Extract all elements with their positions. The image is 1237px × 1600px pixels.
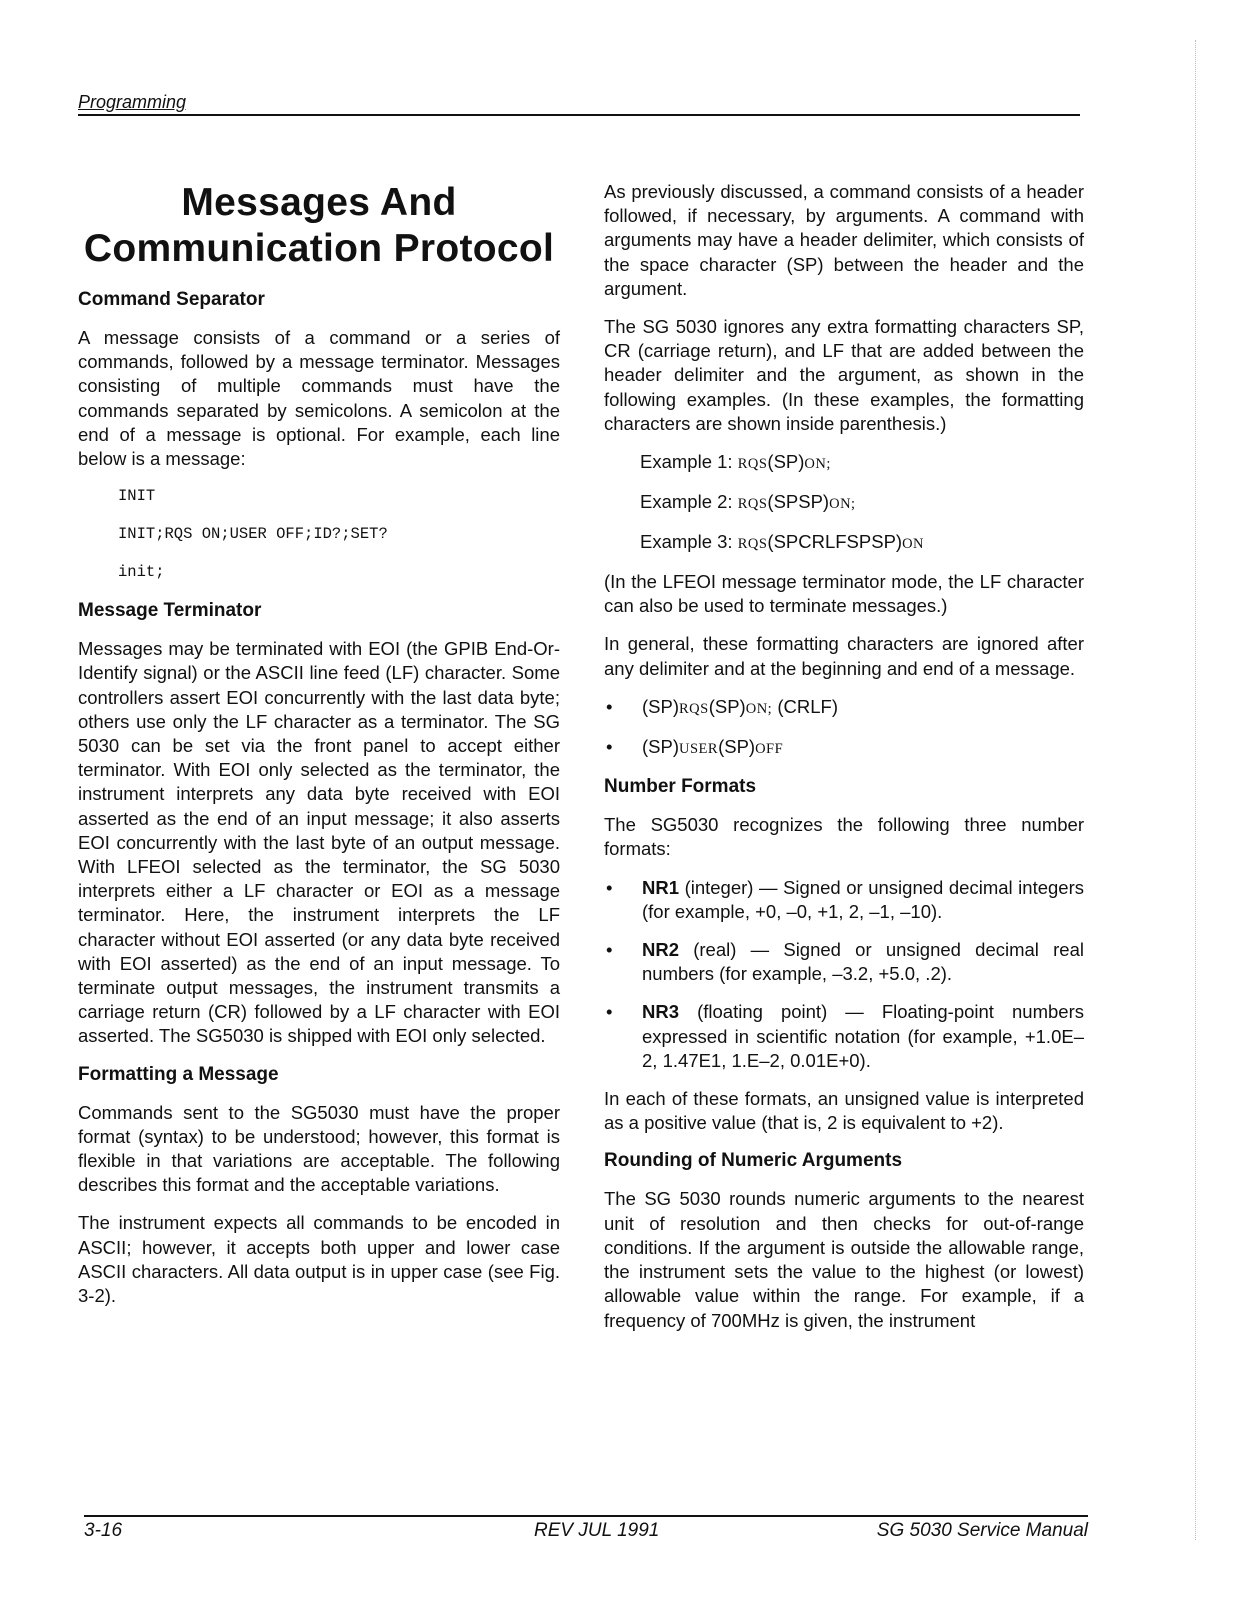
page-title	[78, 180, 560, 272]
list-item	[604, 735, 1084, 761]
running-header	[78, 92, 1080, 116]
running-footer	[84, 1515, 1088, 1545]
format-bullet-list	[604, 695, 1084, 761]
heading-rounding: Rounding of Numeric Arguments	[604, 1150, 903, 1172]
list-item	[604, 938, 1084, 986]
paragraph: A message consists of a command or a series of commands, followed by a message terminator. Messages consisting of multiple commands must have the commands separated by semicolons. A semicolon at the end of a message is optional. For example, each line below is a message:	[78, 327, 560, 470]
paragraph: In each of these formats, an unsigned value is interpreted as a positive value (that is, 2 is equivalent to +2).	[604, 1088, 1084, 1134]
paragraph: (In the LFEOI message terminator mode, the LF character can also be used to terminate messages.)	[604, 571, 1084, 617]
paragraph: The instrument expects all commands to be encoded in ASCII; however, it accepts both upper and lower case ASCII characters. All data output is in upper case (see Fig. 3-2).	[78, 1212, 560, 1307]
title-line-2: Communication Protocol	[83, 227, 555, 270]
command: USER	[679, 741, 719, 758]
code-example: INIT;RQS ON;USER OFF;ID?;SET?	[118, 525, 388, 544]
revision-date: REV JUL 1991	[534, 1520, 660, 1541]
format-chars: (SP)	[642, 695, 679, 717]
example-label: Example 1:	[640, 451, 733, 473]
list-item	[604, 876, 1084, 924]
example-line	[640, 530, 1084, 556]
format-name: NR2	[642, 939, 680, 961]
example-format-chars: (SP)	[767, 451, 805, 473]
format-chars: (SP)	[642, 736, 679, 758]
argument: ON;	[745, 700, 773, 717]
list-item	[604, 1000, 1084, 1073]
example-label: Example 2:	[640, 491, 733, 513]
paragraph: Commands sent to the SG5030 must have the proper format (syntax) to be understood; however, this format is flexible in that variations are acceptable. The following describes this format and the acceptable variations.	[78, 1101, 560, 1196]
code-example: init;	[118, 563, 165, 582]
format-name: NR1	[642, 876, 680, 898]
manual-title: SG 5030 Service Manual	[876, 1520, 1088, 1541]
paragraph: The SG 5030 ignores any extra formatting characters SP, CR (carriage return), and LF that are added between the header delimiter and the argument, as shown in the following examples. (In these examples, the formatting characters are shown inside parenthesis.)	[604, 316, 1084, 434]
example-command: RQS	[737, 456, 768, 473]
left-column	[78, 180, 560, 1322]
heading-number-formats: Number Formats	[604, 776, 757, 798]
list-item	[604, 695, 1084, 721]
format-chars: (SP)	[718, 736, 756, 758]
right-column	[604, 180, 1084, 1347]
format-description: (real) — Signed or unsigned decimal real numbers (for example, –3.2, +5.0, .2).	[642, 939, 1084, 985]
heading-command-separator: Command Separator	[78, 289, 265, 310]
number-format-list	[604, 876, 1084, 1073]
format-name: NR3	[642, 1001, 680, 1023]
page-number: 3-16	[84, 1520, 123, 1541]
example-argument: ON	[902, 536, 925, 553]
example-line	[640, 450, 1084, 476]
paragraph: In general, these formatting characters are ignored after any delimiter and at the beginning and end of a message.	[604, 633, 1084, 679]
example-command: RQS	[737, 536, 768, 553]
page-edge-mark	[1195, 40, 1197, 1540]
example-format-chars: (SPCRLFSPSP)	[767, 531, 903, 553]
format-chars: (SP)	[708, 695, 746, 717]
example-label: Example 3:	[640, 531, 733, 553]
argument: OFF	[755, 741, 784, 758]
paragraph: The SG 5030 rounds numeric arguments to the nearest unit of resolution and then checks for out-of-range conditions. If the argument is outside the allowable range, the instrument sets the value to the highest (or lowest) allowable value within the range. For example, if a frequency of 700MHz is given, the instrument	[604, 1188, 1084, 1331]
title-line-1: Messages And	[181, 181, 457, 224]
paragraph: As previously discussed, a command consists of a header followed, if necessary, by arguments. A command with arguments may have a header delimiter, which consists of the space character (SP) between the header and the argument.	[604, 181, 1084, 299]
format-description: (integer) — Signed or unsigned decimal integers (for example, +0, –0, +1, 2, –1, –10).	[642, 876, 1084, 922]
example-line	[640, 490, 1084, 516]
command: RQS	[679, 700, 709, 717]
paragraph: Messages may be terminated with EOI (the GPIB End-Or-Identify signal) or the ASCII line feed (LF) character. Some controllers assert EOI concurrently with the last data byte; others use only the LF character as a terminator. The SG 5030 can be set via the front panel to accept either terminator. With EOI only selected as the terminator, the instrument interprets any data byte received with EOI asserted as the end of an input message; it also asserts EOI concurrently with the last byte of an output message. With LFEOI selected as the terminator, the SG 5030 interprets either a LF character or EOI as a message terminator. Here, the instrument interprets the LF character without EOI asserted (or any data byte received with EOI asserted) as the end of an input message. To terminate output messages, the instrument transmits a carriage return (CR) followed by a LF character with EOI asserted. The SG5030 is shipped with EOI only selected.	[78, 638, 560, 1047]
heading-formatting-message: Formatting a Message	[78, 1063, 279, 1085]
example-command: RQS	[737, 496, 768, 513]
paragraph: The SG5030 recognizes the following three number formats:	[604, 814, 1084, 860]
section-label: Programming	[78, 92, 187, 112]
code-example: INIT	[118, 487, 156, 506]
format-description: (floating point) — Floating-point numbers expressed in scientific notation (for example, +1.0E–2, 1.47E1, 1.E–2, 0.01E+0).	[642, 1001, 1084, 1071]
example-argument: ON;	[804, 456, 831, 473]
example-format-chars: (SPSP)	[767, 491, 830, 513]
example-argument: ON;	[829, 496, 856, 513]
format-chars: (CRLF)	[772, 695, 838, 717]
heading-message-terminator: Message Terminator	[78, 600, 262, 622]
